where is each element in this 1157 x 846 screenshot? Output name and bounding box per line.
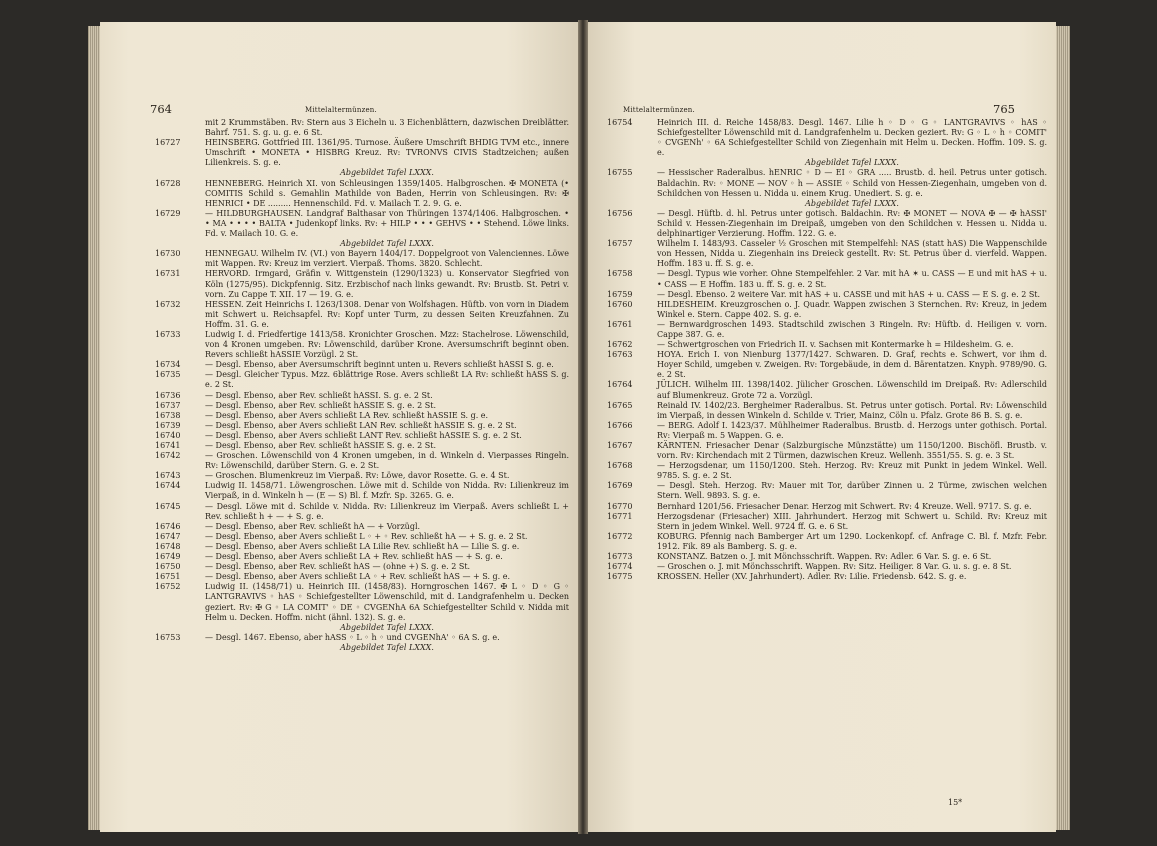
left-page-number: 764 (150, 102, 172, 116)
lot-number: 16759 (607, 289, 633, 299)
lot-description: — Desgl. Ebenso. 2 weitere Var. mit hAS + u. CASSE und mit hAS + u. CASS — E S. g. e. 2 St. (657, 289, 1041, 299)
lot-description: — Desgl. Ebenso, aber Avers schließt LAN Rev. schließt hASSIE S. g. e. 2 St. (205, 420, 517, 430)
catalog-entry (155, 572, 569, 582)
catalog-entry (155, 542, 569, 552)
book-gutter (578, 20, 588, 834)
right-page (588, 22, 1056, 832)
catalog-entry (155, 118, 569, 138)
lot-description: HILDESHEIM. Kreuzgroschen o. J. Quadr. Wappen zwischen 3 Sternchen. Rv: Kreuz, in jedem Winkel e. Stern. Cappe 402. S. g. e. (657, 299, 1047, 319)
lot-description: — Desgl. Ebenso, aber Rev. schließt hASSIE S. g. e. 2 St. (205, 400, 436, 410)
catalog-entry (155, 370, 569, 390)
catalog-entry (607, 320, 1047, 340)
catalog-entry (607, 350, 1047, 380)
catalog-entry (607, 502, 1047, 512)
lot-description: — Hessischer Raderalbus. hENRIC ◦ D — EI ◦ GRA ..... Brustb. d. heil. Petrus unter gotisch. Baldachin. Rv: ◦ MONE — NOV ◦ h — ASSIE ◦ Schild von Hessen-Ziegenhain, umgeben von d. Schildchen von Hessen u. Nidda u. einem Krug. Unediert. S. g. e. (657, 168, 1047, 198)
left-catalog-entries (155, 118, 569, 653)
catalog-entry (155, 300, 569, 330)
plate-caption: Abgebildet Tafel LXXX. (805, 158, 899, 168)
plate-caption: Abgebildet Tafel LXXX. (805, 198, 899, 208)
lot-description: — HILDBURGHAUSEN. Landgraf Balthasar von Thüringen 1374/1406. Halbgroschen. • • MA • • • • BALTA • Judenkopf links. Rv: + HILP • • • GEHVS • • Stehend. Löwe links. Fd. v. Mailach 10. G. e. (205, 208, 569, 239)
lot-description: — Desgl. Ebenso, aber Avers schließt LANT Rev. schließt hASSIE S. g. e. 2 St. (205, 430, 522, 440)
left-page (100, 22, 578, 832)
catalog-entry (607, 572, 1047, 582)
lot-number: 16760 (607, 299, 633, 309)
lot-description: Reinald IV. 1402/23. Bergheimer Raderalbus. St. Petrus unter gotisch. Portal. Rv: Löwenschild im Vierpaß, in dessen Winkeln d. Schilde v. Trier, Mainz, Cöln u. Pfalz. Grote 86 B. S. g. e. (657, 400, 1047, 420)
lot-number: 16761 (607, 319, 633, 329)
lot-number: 16740 (155, 430, 181, 440)
catalog-entry (155, 441, 569, 451)
catalog-entry (607, 532, 1047, 552)
right-running-header: Mittelaltermünzen. (623, 106, 695, 114)
lot-number: 16745 (155, 501, 181, 511)
catalog-entry (155, 411, 569, 421)
signature-mark: 15* (948, 798, 963, 807)
lot-description: HENNEGAU. Wilhelm IV. (VI.) von Bayern 1404/17. Doppelgroot von Valenciennes. Löwe mit Wappen. Rv: Kreuz im verziert. Vierpaß. Thoms. 3820. Schlecht. (205, 249, 569, 269)
lot-description: — Desgl. Ebenso, aber Aversumschrift beginnt unten u. Revers schließt hASSI S. g. e. (205, 360, 554, 370)
lot-number: 16749 (155, 552, 181, 562)
lot-number: 16731 (155, 269, 181, 279)
lot-description: JÜLICH. Wilhelm III. 1398/1402. Jülicher Groschen. Löwenschild im Dreipaß. Rv: Adlerschild auf Blumenkreuz. Grote 72 a. Vorzügl. (657, 380, 1047, 400)
lot-description: — Desgl. Ebenso, aber Avers schließt LA + Rev. schließt hAS — + S. g. e. (205, 552, 503, 562)
lot-number: 16741 (155, 441, 181, 450)
lot-number: 16748 (155, 541, 181, 551)
catalog-entry (607, 441, 1047, 461)
catalog-entry (607, 269, 1047, 289)
lot-description: — Desgl. Gleicher Typus. Mzz. 6blättrige Rose. Avers schließt LA Rv: schließt hASS S. g. e. 2 St. (205, 370, 569, 390)
lot-number: 16739 (155, 420, 181, 430)
catalog-entry (607, 209, 1047, 239)
lot-number: 16755 (607, 168, 633, 178)
right-catalog-entries (607, 118, 1047, 582)
catalog-entry (607, 300, 1047, 320)
lot-number: 16746 (155, 521, 181, 531)
catalog-entry (155, 421, 569, 431)
catalog-entry (607, 461, 1047, 481)
lot-description: Herzogsdenar (Friesacher) XIII. Jahrhundert. Herzog mit Schwert u. Schild. Rv: Kreuz mit Stern in jedem Winkel. Well. 9724 ff. G. e. 6 St. (657, 511, 1047, 531)
lot-number: 16754 (607, 118, 633, 127)
plate-caption: Abgebildet Tafel LXXX. (340, 239, 434, 249)
catalog-entry (155, 451, 569, 471)
catalog-entry (607, 340, 1047, 350)
lot-description: — Desgl. Hüftb. d. hl. Petrus unter gotisch. Baldachin. Rv: ✠ MONET — NOVA ✠ — ✠ hASSI' Schild v. Hessen-Ziegenhain im Dreipaß, umgeben von den Schildchen v. Hessen u. Nidda u. delphinartiger Verzierung. Hoffm. 122. G. e. (657, 208, 1047, 239)
catalog-entry (155, 552, 569, 562)
lot-description: — Desgl. Ebenso, aber Avers schließt LA Lilie Rev. schließt hA — Lilie S. g. e. (205, 541, 520, 551)
lot-number: 16738 (155, 410, 181, 420)
lot-number: 16744 (155, 481, 181, 491)
lot-description: HERVORD. Irmgard, Gräfin v. Wittgenstein (1290/1323) u. Konservator Siegfried von Köln (1275/95). Dickpfennig. Sitz. Erzbischof nach links gewandt. Rv: Brustb. St. Petri v. vorn. Zu Cappe T. XII. 17 — 19. G. e. (205, 269, 569, 299)
lot-description: — Desgl. Ebenso, aber Avers schließt LA Rev. schließt hASSIE S. g. e. (205, 410, 489, 420)
catalog-entry (607, 168, 1047, 198)
lot-number: 16737 (155, 400, 181, 410)
lot-description: mit 2 Krummstäben. Rv: Stern aus 3 Eicheln u. 3 Eichenblättern, dazwischen Dreiblätter. Bahrf. 751. S. g. u. g. e. 6 St. (205, 118, 569, 138)
lot-number: 16732 (155, 299, 181, 309)
lot-description: — Desgl. Ebenso, aber Rev. schließt hA — + Vorzügl. (205, 521, 421, 531)
left-running-header: Mittelaltermünzen. (305, 106, 377, 114)
left-page-edges (88, 26, 100, 830)
lot-description: — Desgl. Typus wie vorher. Ohne Stempelfehler. 2 Var. mit hA ✶ u. CASS — E und mit hAS + u. • CASS — E Hoffm. 183 u. ff. S. g. e. 2 St. (657, 269, 1047, 289)
catalog-entry (155, 391, 569, 401)
lot-number: 16753 (155, 632, 181, 642)
plate-caption: Abgebildet Tafel LXXX. (340, 642, 434, 652)
lot-number: 16729 (155, 208, 181, 218)
catalog-entry (607, 401, 1047, 421)
lot-number: 16734 (155, 360, 181, 370)
lot-number: 16733 (155, 329, 181, 339)
lot-number: 16771 (607, 511, 633, 521)
catalog-entry (607, 290, 1047, 300)
lot-number: 16735 (155, 370, 181, 380)
catalog-entry (155, 330, 569, 360)
lot-description: — Desgl. Ebenso, aber Rev. schließt hASSIE S. g. e. 2 St. (205, 441, 436, 450)
lot-description: — Schwertgroschen von Friedrich II. v. Sachsen mit Kontermarke h = Hildesheim. G. e. (657, 340, 1014, 350)
lot-description: Wilhelm I. 1483/93. Casseler ½ Groschen mit Stempelfehl: NAS (statt hAS) Die Wappenschilde von Hessen, Nidda u. Ziegenhain ins Dreieck gestellt. Rv: St. Petrus über d. vierfeld. Wappen. Hoffm. 183 u. ff. S. g. e. (657, 239, 1047, 269)
lot-number: 16769 (607, 481, 633, 491)
catalog-entry (155, 633, 569, 643)
catalog-entry (155, 431, 569, 441)
lot-number: 16765 (607, 400, 633, 410)
lot-number: 16774 (607, 562, 633, 572)
catalog-entry (155, 179, 569, 209)
lot-description: Heinrich III. d. Reiche 1458/83. Desgl. 1467. Lilie h ◦ D ◦ G ◦ LANTGRAVIVS ◦ hAS ◦ Schiefgestellter Löwenschild mit d. Landgrafenhelm u. Decken geziert. Rv: G ◦ L ◦ h ◦ COMIT' ◦ CVGENh' ◦ 6A Schiefgestellter Schild von Ziegenhain mit Helm u. Decken. Hoffm. 109. S. g. e. (657, 118, 1047, 158)
catalog-entry (155, 209, 569, 239)
catalog-entry (607, 239, 1047, 269)
lot-number: 16750 (155, 562, 181, 572)
catalog-entry (607, 512, 1047, 532)
lot-description: — Desgl. Ebenso, aber Rev. schließt hAS — (ohne +) S. g. e. 2 St. (205, 562, 471, 572)
lot-description: — Desgl. Ebenso, aber Avers schließt L ◦ + ◦ Rev. schließt hA — + S. g. e. 2 St. (205, 531, 528, 541)
lot-number: 16767 (607, 441, 633, 450)
lot-number: 16751 (155, 572, 181, 582)
lot-description: HESSEN. Zeit Heinrichs I. 1263/1308. Denar von Wolfshagen. Hüftb. von vorn in Diadem mit Schwert u. Reichsapfel. Rv: Kopf unter Turm, zu dessen Seiten Kreuzfahnen. Zu Hoffm. 31. G. e. (205, 299, 569, 329)
catalog-entry (607, 481, 1047, 501)
lot-description: — Desgl. Steh. Herzog. Rv: Mauer mit Tor, darüber Zinnen u. 2 Türme, zwischen welchen Stern. Well. 9893. S. g. e. (657, 481, 1047, 501)
lot-number: 16756 (607, 208, 633, 218)
lot-number: 16736 (155, 390, 181, 400)
lot-description: HENNEBERG. Heinrich XI. von Schleusingen 1359/1405. Halbgroschen. ✠ MONETA (• COMITIS Schild s. Gemahlin Mathilde von Baden, Herrin von Schleusingen. Rv: ✠ HENRICI • DE ......... Hennenschild. Fd. v. Mailach T. 2. 9. G. e. (205, 178, 569, 208)
lot-number: 16752 (155, 582, 181, 592)
catalog-entry (155, 249, 569, 269)
lot-number: 16772 (607, 531, 633, 541)
lot-description: Ludwig I. d. Friedfertige 1413/58. Kronichter Groschen. Mzz: Stachelrose. Löwenschild, von 4 Kronen umgeben. Rv: Löwenschild, darüber Krone. Aversumschrift beginnt oben. Revers schließt hASSIE Vorzügl. 2 St. (205, 329, 569, 360)
lot-number: 16775 (607, 572, 633, 582)
lot-number: 16742 (155, 451, 181, 461)
lot-number: 16770 (607, 501, 633, 511)
catalog-entry (155, 502, 569, 522)
lot-number: 16762 (607, 340, 633, 350)
catalog-entry (155, 360, 569, 370)
lot-description: — Herzogsdenar, um 1150/1200. Steh. Herzog. Rv: Kreuz mit Punkt in jedem Winkel. Well. 9785. S. g. e. 2 St. (657, 461, 1047, 481)
lot-description: KROSSEN. Heller (XV. Jahrhundert). Adler. Rv: Lilie. Friedensb. 642. S. g. e. (657, 572, 967, 582)
catalog-entry (607, 118, 1047, 158)
lot-description: — Desgl. Ebenso, aber Rev. schließt hASSI. S. g. e. 2 St. (205, 390, 433, 400)
lot-number: 16763 (607, 350, 633, 360)
lot-description: Ludwig II. (1458/71) u. Heinrich III. (1458/83). Horngroschen 1467. ✠ L ◦ D ◦ G ◦ LANTGRAVIVS ◦ hAS ◦ Schiefgestellter Löwenschild, mit d. Landgrafenhelm u. Decken geziert. Rv: ✠ G ◦ LA COMIT' ◦ DE ◦ CVGENhA 6A Schiefgestellter Schild v. Nidda mit Helm u. Decken. Hoffm. nicht (ähnl. 132). S. g. e. (205, 582, 569, 622)
catalog-entry (607, 552, 1047, 562)
lot-description: HOYA. Erich I. von Nienburg 1377/1427. Schwaren. D. Graf, rechts e. Schwert, vor ihm d. Hoyer Schild, umgeben v. Zweigen. Rv: Torgebäude, in dem d. Bärentatzen. Knyph. 9789/90. G. e. 2 St. (657, 350, 1047, 380)
lot-number: 16727 (155, 138, 181, 148)
lot-number: 16764 (607, 380, 633, 390)
lot-description: — Desgl. Löwe mit d. Schilde v. Nidda. Rv: Lilienkreuz im Vierpaß. Avers schließt L + Rev. schließt h + — + S. g. e. (205, 501, 569, 521)
lot-number: 16757 (607, 239, 633, 249)
plate-caption: Abgebildet Tafel LXXX. (340, 622, 434, 632)
catalog-entry (607, 380, 1047, 400)
catalog-entry (155, 471, 569, 481)
catalog-entry (155, 562, 569, 572)
lot-number: 16728 (155, 178, 181, 188)
lot-description: — BERG. Adolf I. 1423/37. Mühlheimer Raderalbus. Brustb. d. Herzogs unter gothisch. Portal. Rv: Vierpaß m. 5 Wappen. G. e. (657, 420, 1047, 440)
catalog-entry (155, 532, 569, 542)
lot-description: — Bernwardgroschen 1493. Stadtschild zwischen 3 Ringeln. Rv: Hüftb. d. Heiligen v. vorn. Cappe 387. G. e. (657, 319, 1047, 339)
lot-number: 16730 (155, 249, 181, 259)
lot-description: KÄRNTEN. Friesacher Denar (Salzburgische Münzstätte) um 1150/1200. Bischöfl. Brustb. v. vorn. Rv: Kirchendach mit 2 Türmen, dazwischen Kreuz. Wellenh. 3551/55. S. g. e. 3 St. (657, 441, 1047, 461)
lot-number: 16773 (607, 552, 633, 562)
lot-number: 16766 (607, 420, 633, 430)
catalog-entry (607, 562, 1047, 572)
lot-description: Ludwig II. 1458/71. Löwengroschen. Löwe mit d. Schilde von Nidda. Rv: Lilienkreuz im Vierpaß, in d. Winkeln h — (E — S) Bl. f. Mzfr. Sp. 3265. G. e. (205, 481, 569, 501)
catalog-entry (155, 582, 569, 622)
catalog-entry (155, 269, 569, 299)
lot-description: — Groschen. Löwenschild von 4 Kronen umgeben, in d. Winkeln d. Vierpasses Ringeln. Rv: Löwenschild, darüber Stern. G. e. 2 St. (205, 451, 569, 471)
lot-number: 16747 (155, 531, 181, 541)
right-page-edges (1056, 26, 1070, 830)
lot-number: 16743 (155, 471, 181, 481)
right-page-number: 765 (993, 102, 1015, 116)
catalog-entry (155, 481, 569, 501)
catalog-entry (607, 421, 1047, 441)
lot-description: HEINSBERG. Gottfried III. 1361/95. Turnose. Äußere Umschrift BHDIG TVM etc., innere Umschrift • MONETA • HISBRG Kreuz. Rv: TVRONVS CIVIS Stadtzeichen; außen Lilienkreis. S. g. e. (205, 138, 569, 168)
lot-number: 16768 (607, 461, 633, 471)
lot-description: KOBURG. Pfennig nach Bamberger Art um 1290. Lockenkopf. cf. Anfrage C. Bl. f. Mzfr. Febr. 1912. Fik. 89 als Bamberg. S. g. e. (657, 531, 1047, 551)
lot-description: KONSTANZ. Batzen o. J. mit Mönchsschrift. Wappen. Rv: Adler. 6 Var. S. g. e. 6 St. (657, 552, 992, 562)
catalog-entry (155, 522, 569, 532)
lot-description: — Groschen o. J. mit Mönchsschrift. Wappen. Rv: Sitz. Heiliger. 8 Var. G. u. s. g. e. 8 St. (657, 562, 1012, 572)
lot-number: 16758 (607, 269, 633, 279)
plate-caption: Abgebildet Tafel LXXX. (340, 168, 434, 178)
catalog-entry (155, 138, 569, 168)
lot-description: — Desgl. 1467. Ebenso, aber hASS ◦ L ◦ h ◦ und CVGENhA' ◦ 6A S. g. e. (205, 632, 500, 642)
lot-description: — Desgl. Ebenso, aber Avers schließt LA ◦ + Rev. schließt hAS — + S. g. e. (205, 572, 511, 582)
catalog-entry (155, 401, 569, 411)
lot-description: Bernhard 1201/56. Friesacher Denar. Herzog mit Schwert. Rv: 4 Kreuze. Well. 9717. S. g. e. (657, 501, 1032, 511)
lot-description: — Groschen. Blumenkreuz im Vierpaß. Rv: Löwe, davor Rosette. G. e. 4 St. (205, 471, 510, 481)
